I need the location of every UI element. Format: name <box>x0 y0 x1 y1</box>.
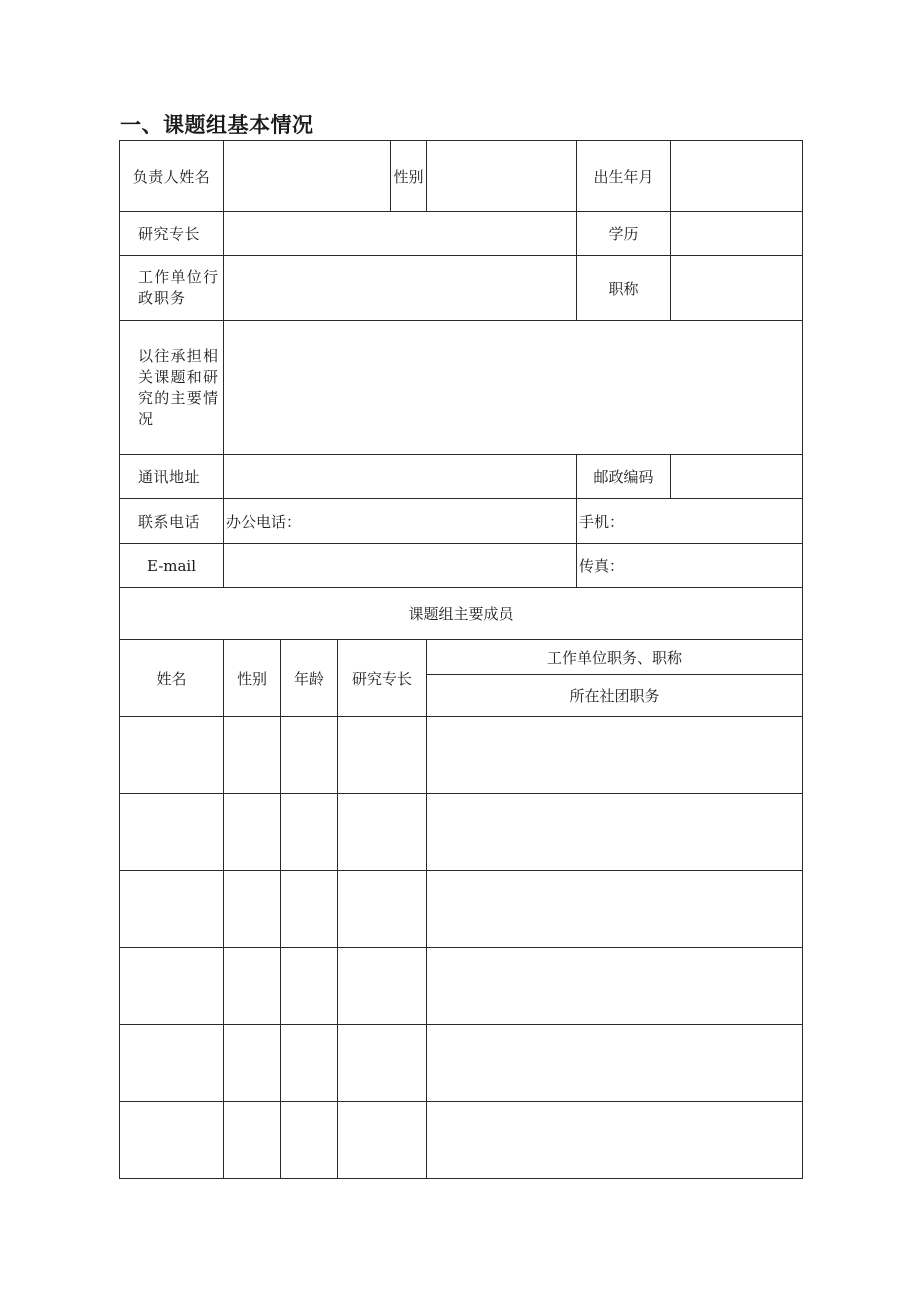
member-duty-field[interactable] <box>427 794 803 871</box>
member-row <box>120 794 803 871</box>
members-col-unit-duty-title: 工作单位职务、职称 <box>427 640 803 675</box>
member-specialty-field[interactable] <box>338 871 427 948</box>
leader-phone-label: 联系电话 <box>120 499 224 544</box>
member-gender-field[interactable] <box>224 717 281 794</box>
leader-email-field[interactable] <box>224 544 577 588</box>
leader-mobile-field[interactable]: 手机： <box>577 499 803 544</box>
member-duty-field[interactable] <box>427 948 803 1025</box>
member-row <box>120 1025 803 1102</box>
leader-address-field[interactable] <box>224 455 577 499</box>
members-col-name: 姓名 <box>120 640 224 717</box>
member-age-field[interactable] <box>281 1102 338 1179</box>
leader-birth-label: 出生年月 <box>577 141 671 212</box>
member-age-field[interactable] <box>281 1025 338 1102</box>
member-specialty-field[interactable] <box>338 948 427 1025</box>
member-row <box>120 871 803 948</box>
section-title: 一、课题组基本情况 <box>120 112 314 137</box>
leader-address-label: 通讯地址 <box>120 455 224 499</box>
basic-info-table <box>119 140 803 1179</box>
leader-fax-field[interactable]: 传真： <box>577 544 803 588</box>
members-col-age: 年龄 <box>281 640 338 717</box>
member-duty-field[interactable] <box>427 1102 803 1179</box>
member-age-field[interactable] <box>281 794 338 871</box>
leader-education-label: 学历 <box>577 212 671 256</box>
members-col-specialty: 研究专长 <box>338 640 427 717</box>
member-name-field[interactable] <box>120 717 224 794</box>
leader-gender-label: 性别 <box>391 141 427 212</box>
leader-education-field[interactable] <box>671 212 803 256</box>
leader-unit-duty-label: 工作单位行政职务 <box>120 256 224 321</box>
member-gender-field[interactable] <box>224 1102 281 1179</box>
member-specialty-field[interactable] <box>338 1025 427 1102</box>
member-specialty-field[interactable] <box>338 717 427 794</box>
member-age-field[interactable] <box>281 871 338 948</box>
member-gender-field[interactable] <box>224 871 281 948</box>
member-age-field[interactable] <box>281 948 338 1025</box>
leader-past-projects-field[interactable] <box>224 321 803 455</box>
leader-birth-field[interactable] <box>671 141 803 212</box>
leader-postcode-label: 邮政编码 <box>577 455 671 499</box>
member-row <box>120 948 803 1025</box>
member-specialty-field[interactable] <box>338 794 427 871</box>
leader-postcode-field[interactable] <box>671 455 803 499</box>
member-name-field[interactable] <box>120 948 224 1025</box>
member-age-field[interactable] <box>281 717 338 794</box>
member-name-field[interactable] <box>120 1025 224 1102</box>
member-duty-field[interactable] <box>427 1025 803 1102</box>
member-duty-field[interactable] <box>427 871 803 948</box>
member-name-field[interactable] <box>120 794 224 871</box>
leader-specialty-field[interactable] <box>224 212 577 256</box>
leader-title-field[interactable] <box>671 256 803 321</box>
member-name-field[interactable] <box>120 1102 224 1179</box>
leader-past-projects-label: 以往承担相关课题和研究的主要情况 <box>120 321 224 455</box>
member-gender-field[interactable] <box>224 948 281 1025</box>
leader-unit-duty-field[interactable] <box>224 256 577 321</box>
member-row <box>120 1102 803 1179</box>
leader-gender-field[interactable] <box>427 141 577 212</box>
member-gender-field[interactable] <box>224 1025 281 1102</box>
leader-specialty-label: 研究专长 <box>120 212 224 256</box>
member-duty-field[interactable] <box>427 717 803 794</box>
members-section-label: 课题组主要成员 <box>120 588 803 640</box>
members-col-society-duty: 所在社团职务 <box>427 675 803 717</box>
member-name-field[interactable] <box>120 871 224 948</box>
leader-name-label: 负责人姓名 <box>120 141 224 212</box>
leader-name-field[interactable] <box>224 141 391 212</box>
leader-office-phone-field[interactable]: 办公电话： <box>224 499 577 544</box>
leader-title-label: 职称 <box>577 256 671 321</box>
members-col-gender: 性别 <box>224 640 281 717</box>
leader-email-label: E-mail <box>120 544 224 588</box>
member-gender-field[interactable] <box>224 794 281 871</box>
member-row <box>120 717 803 794</box>
member-specialty-field[interactable] <box>338 1102 427 1179</box>
